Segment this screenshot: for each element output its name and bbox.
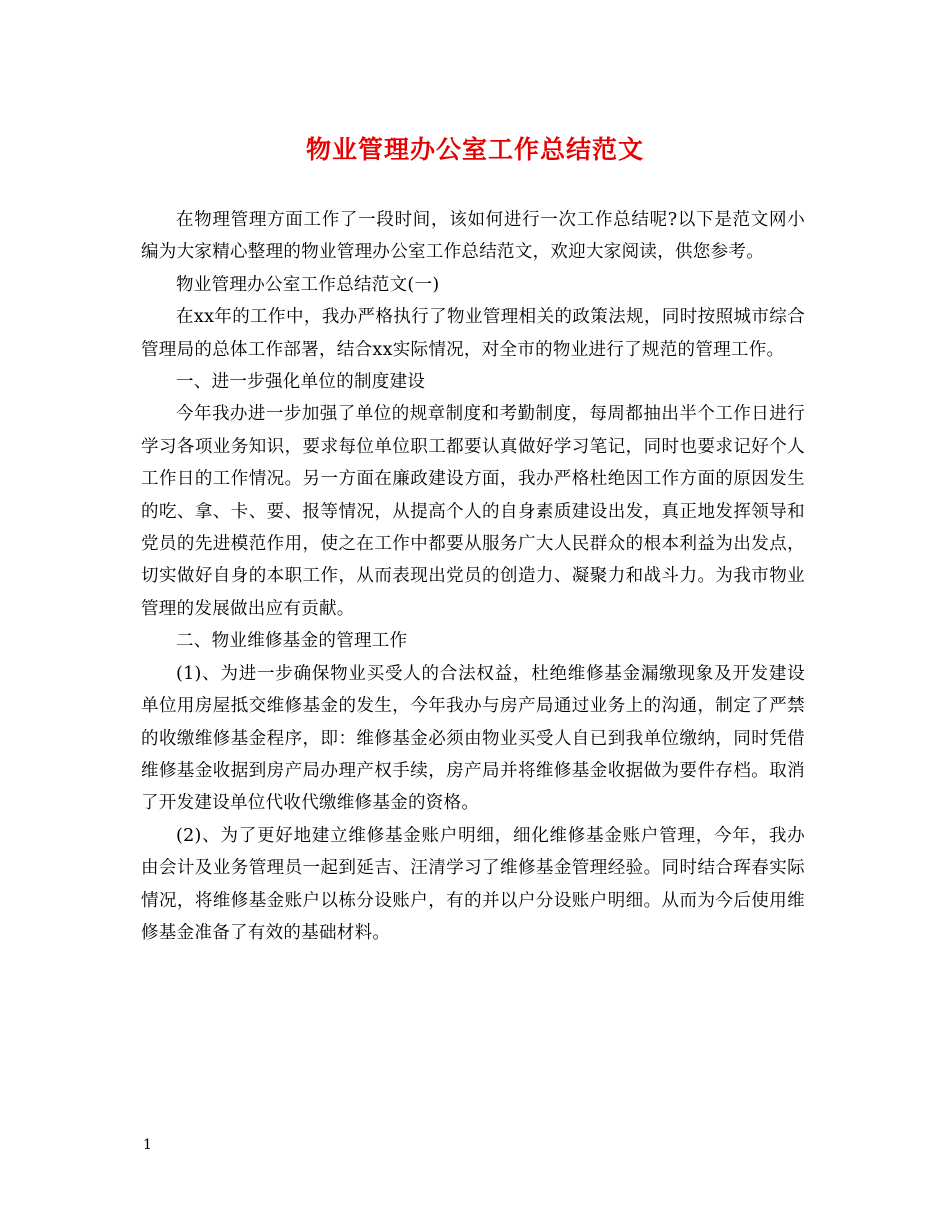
section-heading-sample-one: 物业管理办公室工作总结范文(一) — [176, 274, 440, 295]
overview-paragraph: 在xx年的工作中，我办严格执行了物业管理相关的政策法规，同时按照城市综合管理局的总体工作部署，结合xx实际情况，对全市的物业进行了规范的管理工作。 — [141, 307, 805, 360]
maintenance-fund-paragraph-1: (1)、为进一步确保物业买受人的合法权益，杜绝维修基金漏缴现象及开发建设单位用房屋抵交维修基金的发生，今年我办与房产局通过业务上的沟通，制定了严禁的收缴维修基金程序，即：维修基金必须由物业买受人自已到我单位缴纳，同时凭借维修基金收据到房产局办理产权手续，房产局并将维修基金收据做为要件存档。取消了开发建设单位代收代缴维修基金的资格。 — [141, 663, 805, 814]
system-building-paragraph: 今年我办进一步加强了单位的规章制度和考勤制度，每周都抽出半个工作日进行学习各项业务知识，要求每位单位职工都要认真做好学习笔记，同时也要求记好个人工作日的工作情况。另一方面在廉政建设方面，我办严格杜绝因工作方面的原因发生的吃、拿、卡、要、报等情况，从提高个人的自身素质建设出发，真正地发挥领导和党员的先进模范作用，使之在工作中都要从服务广大人民群众的根本利益为出发点，切实做好自身的本职工作，从而表现出党员的创造力、凝聚力和战斗力。为我市物业管理的发展做出应有贡献。 — [141, 404, 805, 619]
maintenance-fund-paragraph-2: (2)、为了更好地建立维修基金账户明细，细化维修基金账户管理，今年，我办由会计及业务管理员一起到延吉、汪清学习了维修基金管理经验。同时结合珲春实际情况，将维修基金账户以栋分设账户，有的并以户分设账户明细。从而为今后使用维修基金准备了有效的基础材料。 — [141, 825, 805, 943]
section-heading-maintenance-fund: 二、物业维修基金的管理工作 — [176, 631, 408, 652]
section-heading-system-building: 一、进一步强化单位的制度建设 — [176, 372, 426, 393]
document-title: 物业管理办公室工作总结范文 — [305, 135, 644, 164]
intro-paragraph: 在物理管理方面工作了一段时间，该如何进行一次工作总结呢?以下是范文网小编为大家精心整理的物业管理办公室工作总结范文，欢迎大家阅读，供您参考。 — [141, 210, 805, 263]
page-number: 1 — [143, 1137, 152, 1153]
document-body — [141, 204, 805, 949]
